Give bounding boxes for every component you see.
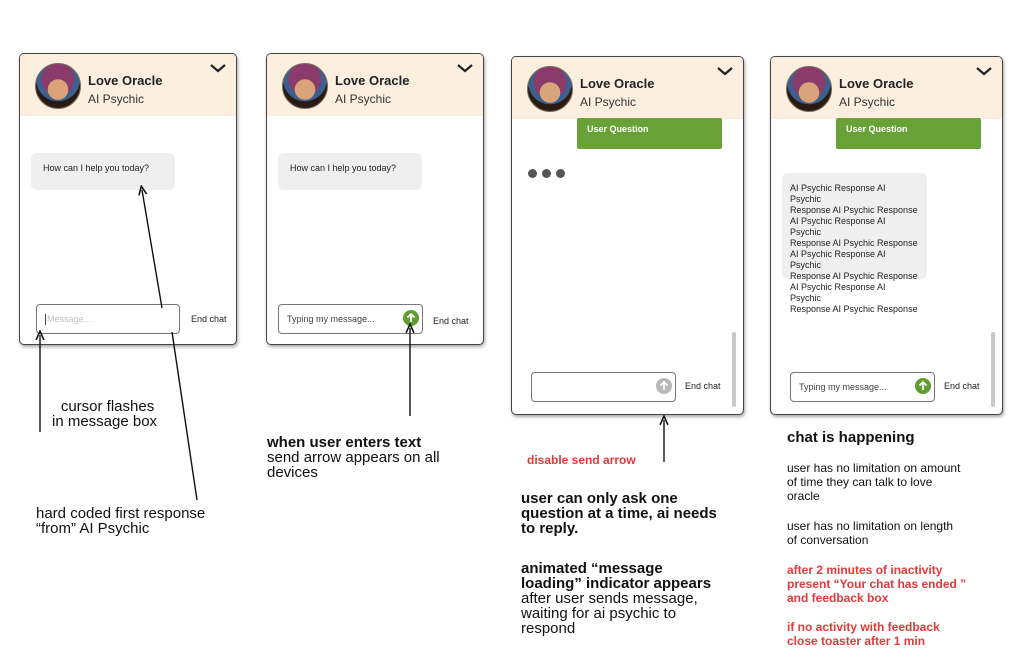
note-line: and feedback box [787,591,889,605]
psychic-name: Love Oracle [335,73,410,88]
response-line: AI Psychic Response AI Psychic [790,216,886,237]
note-line: devices [267,464,318,481]
response-line: Response AI Psychic Response [790,304,918,314]
psychic-role: AI Psychic [88,92,145,106]
note-line: cursor flashes [60,398,155,415]
note-line: present “Your chat has ended ” [787,577,967,591]
response-line: AI Psychic Response AI Psychic [790,249,886,270]
response-line: Response AI Psychic Response [790,205,918,215]
note-limit-time [787,461,960,503]
note-line: user can only ask one [521,490,678,507]
note-line: hard coded first response [36,505,206,522]
greeting-text: How can I help you today? [290,163,397,173]
note-one-question [521,491,717,536]
note-line: waiting for ai psychic to [521,605,677,622]
note-line: of conversation [787,533,869,547]
note-line: close toaster after 1 min [787,634,926,648]
end-chat-button[interactable]: End chat [433,316,469,326]
message-value: Typing my message... [799,382,887,392]
psychic-name: Love Oracle [88,73,163,88]
psychic-name: Love Oracle [839,76,914,91]
note-line: if no activity with feedback [787,620,940,634]
note-limit-length [787,519,953,547]
response-line: AI Psychic Response AI Psychic [790,183,886,204]
message-value: Typing my message... [287,314,375,324]
end-chat-button[interactable]: End chat [944,381,980,391]
note-enter-text [267,435,440,480]
response-line: Response AI Psychic Response [790,238,918,248]
note-inactivity [787,563,966,605]
end-chat-button[interactable]: End chat [191,314,227,324]
note-line: oracle [787,489,820,503]
arrow-greeting [142,190,162,308]
psychic-role: AI Psychic [580,95,637,109]
note-line: send arrow appears on all [267,449,440,466]
psychic-role: AI Psychic [839,95,896,109]
end-chat-button[interactable]: End chat [685,381,721,391]
greeting-text: How can I help you today? [43,163,150,173]
response-line: AI Psychic Response AI Psychic [790,282,886,303]
note-title: when user enters text [267,434,422,451]
note-loading-indicator [521,561,711,636]
note-line: in message box [52,413,158,430]
note-line: user has no limitation on amount [787,461,961,475]
note-title: chat is happening [787,429,915,446]
note-line: animated “message [521,560,663,577]
note-line: respond [521,620,576,637]
psychic-role: AI Psychic [335,92,392,106]
note-line: of time they can talk to love [787,475,933,489]
note-line: user has no limitation on length [787,519,954,533]
note-line: to reply. [521,520,579,537]
note-line: disable send arrow [527,453,636,467]
note-line: “from” AI Psychic [36,520,150,537]
note-chat-happening [787,430,915,445]
note-line: after user sends message, [521,590,698,607]
note-line: after 2 minutes of inactivity [787,563,943,577]
note-close-toaster [787,620,940,648]
response-line: Response AI Psychic Response [790,271,918,281]
message-placeholder: Message... [47,314,92,324]
note-cursor [52,399,157,429]
arrow-hardcoded [172,332,197,500]
note-disable-send [527,453,636,468]
psychic-name: Love Oracle [580,76,655,91]
note-hardcoded [36,506,205,536]
note-line: loading” indicator appears [521,575,712,592]
user-question-text: User Question [846,124,908,134]
note-line: question at a time, ai needs [521,505,717,522]
user-question-text: User Question [587,124,649,134]
